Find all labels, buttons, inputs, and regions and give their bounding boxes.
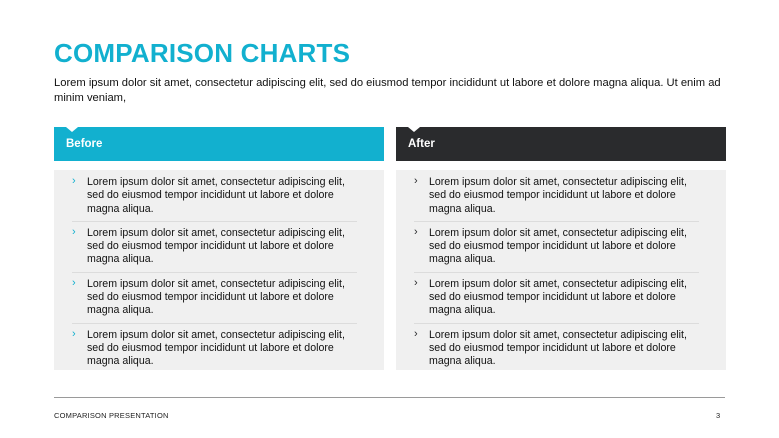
after-panel bbox=[396, 170, 726, 370]
list-item-text: Lorem ipsum dolor sit amet, consectetur adipiscing elit, sed do eiusmod tempor incididunt ut labore et dolore magna aliqua. bbox=[429, 176, 687, 215]
list-item-text: Lorem ipsum dolor sit amet, consectetur adipiscing elit, sed do eiusmod tempor incididunt ut labore et dolore magna aliqua. bbox=[429, 277, 687, 317]
notch-marker bbox=[408, 127, 420, 132]
page-number: 3 bbox=[716, 411, 721, 420]
list-item bbox=[72, 329, 357, 374]
before-label: Before bbox=[66, 138, 103, 150]
chevron-right-icon: › bbox=[72, 327, 76, 340]
before-header bbox=[54, 127, 384, 161]
list-item bbox=[414, 176, 699, 222]
chevron-right-icon: › bbox=[414, 175, 418, 187]
list-item bbox=[72, 176, 357, 222]
list-item-text: Lorem ipsum dolor sit amet, consectetur adipiscing elit, sed do eiusmod tempor incididunt ut labore et dolore magna aliqua. bbox=[87, 226, 345, 266]
footer-label: COMPARISON PRESENTATION bbox=[54, 411, 169, 420]
after-header bbox=[396, 127, 726, 161]
chevron-right-icon: › bbox=[414, 327, 418, 340]
chevron-right-icon: › bbox=[72, 175, 76, 187]
list-item bbox=[72, 278, 357, 324]
list-item-text: Lorem ipsum dolor sit amet, consectetur adipiscing elit, sed do eiusmod tempor incididunt ut labore et dolore magna aliqua. bbox=[429, 226, 687, 266]
notch-marker bbox=[66, 127, 78, 132]
intro-text: Lorem ipsum dolor sit amet, consectetur adipiscing elit, sed do eiusmod tempor incididunt ut labore et dolore magna aliqua. Ut enim ad minim veniam, bbox=[54, 77, 721, 104]
list-item bbox=[414, 329, 699, 374]
slide-title: COMPARISON CHARTS bbox=[54, 38, 351, 68]
list-item-text: Lorem ipsum dolor sit amet, consectetur adipiscing elit, sed do eiusmod tempor incididunt ut labore et dolore magna aliqua. bbox=[87, 277, 345, 317]
list-item-text: Lorem ipsum dolor sit amet, consectetur adipiscing elit, sed do eiusmod tempor incididunt ut labore et dolore magna aliqua. bbox=[87, 328, 345, 368]
after-label: After bbox=[408, 138, 435, 150]
chevron-right-icon: › bbox=[414, 276, 418, 289]
list-item-text: Lorem ipsum dolor sit amet, consectetur adipiscing elit, sed do eiusmod tempor incididunt ut labore et dolore magna aliqua. bbox=[429, 328, 687, 368]
list-item bbox=[414, 227, 699, 273]
list-item bbox=[72, 227, 357, 273]
list-item-text: Lorem ipsum dolor sit amet, consectetur adipiscing elit, sed do eiusmod tempor incididunt ut labore et dolore magna aliqua. bbox=[87, 176, 345, 215]
footer-divider bbox=[54, 397, 725, 398]
chevron-right-icon: › bbox=[414, 225, 418, 238]
chevron-right-icon: › bbox=[72, 225, 76, 238]
chevron-right-icon: › bbox=[72, 276, 76, 289]
list-item bbox=[414, 278, 699, 324]
before-panel bbox=[54, 170, 384, 370]
